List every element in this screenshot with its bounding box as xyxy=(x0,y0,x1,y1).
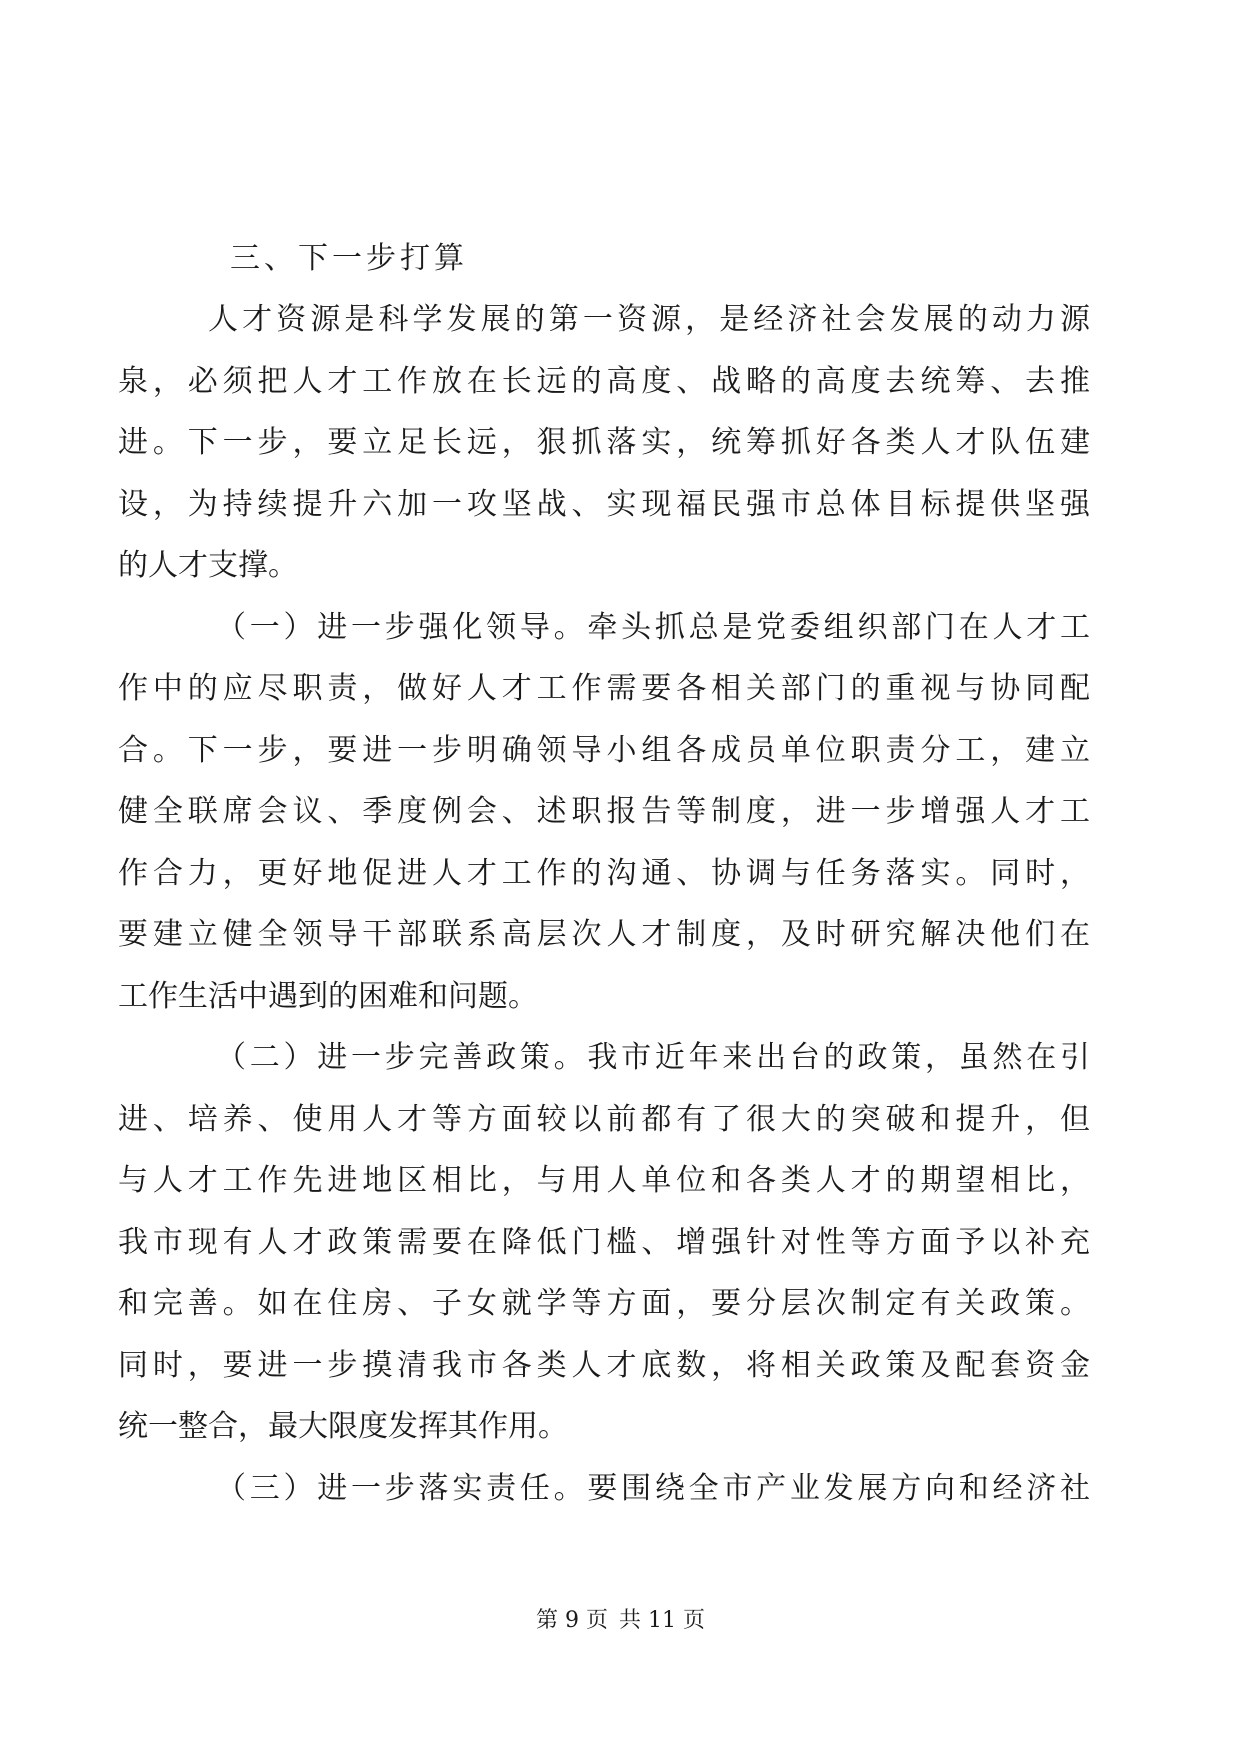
paragraph-line: 设，为持续提升六加一攻坚战、实现福民强市总体目标提供坚强 xyxy=(118,486,1090,522)
paragraph-line: 统一整合，最大限度发挥其作用。 xyxy=(118,1409,568,1444)
page-footer xyxy=(0,1606,1241,1636)
paragraph-1 xyxy=(118,289,1090,597)
paragraph-line: 与人才工作先进地区相比，与用人单位和各类人才的期望相比， xyxy=(118,1163,1090,1198)
paragraph-line: 的人才支撑。 xyxy=(118,548,298,583)
paragraph-line: 我市现有人才政策需要在降低门槛、增强针对性等方面予以补充 xyxy=(118,1224,1090,1260)
paragraph-2 xyxy=(118,597,1090,1028)
section-heading: 三、下一步打算 xyxy=(230,241,468,276)
paragraph-line: 工作生活中遇到的困难和问题。 xyxy=(118,978,538,1014)
paragraph-3 xyxy=(118,1027,1090,1458)
paragraph-line: （一）进一步强化领导。牵头抓总是党委组织部门在人才工 xyxy=(216,609,1090,645)
paragraph-line: 进。下一步，要立足长远，狠抓落实，统筹抓好各类人才队伍建 xyxy=(118,425,1090,460)
paragraph-line: （二）进一步完善政策。我市近年来出台的政策，虽然在引 xyxy=(216,1040,1090,1075)
paragraph-line: 人才资源是科学发展的第一资源，是经济社会发展的动力源 xyxy=(208,302,1090,337)
paragraph-line: 作合力，更好地促进人才工作的沟通、协调与任务落实。同时， xyxy=(118,855,1090,891)
paragraph-line: 同时，要进一步摸清我市各类人才底数，将相关政策及配套资金 xyxy=(118,1347,1090,1383)
paragraph-line: 合。下一步，要进一步明确领导小组各成员单位职责分工，建立 xyxy=(118,732,1090,768)
paragraph-line: 作中的应尽职责，做好人才工作需要各相关部门的重视与协同配 xyxy=(118,671,1090,706)
paragraph-line: 要建立健全领导干部联系高层次人才制度，及时研究解决他们在 xyxy=(118,917,1090,952)
paragraph-line: 进、培养、使用人才等方面较以前都有了很大的突破和提升，但 xyxy=(118,1101,1090,1137)
page-total: 共 11 页 xyxy=(619,1608,705,1633)
paragraph-line: 和完善。如在住房、子女就学等方面，要分层次制定有关政策。 xyxy=(118,1286,1090,1321)
paragraph-line: 健全联席会议、季度例会、述职报告等制度，进一步增强人才工 xyxy=(118,794,1090,829)
document-body xyxy=(118,228,1090,1519)
page-number: 第 9 页 xyxy=(536,1608,608,1633)
paragraph-line: 泉，必须把人才工作放在长远的高度、战略的高度去统筹、去推 xyxy=(118,363,1090,399)
paragraph-4 xyxy=(200,1458,1090,1520)
paragraph-line: （三）进一步落实责任。要围绕全市产业发展方向和经济社 xyxy=(216,1470,1090,1506)
